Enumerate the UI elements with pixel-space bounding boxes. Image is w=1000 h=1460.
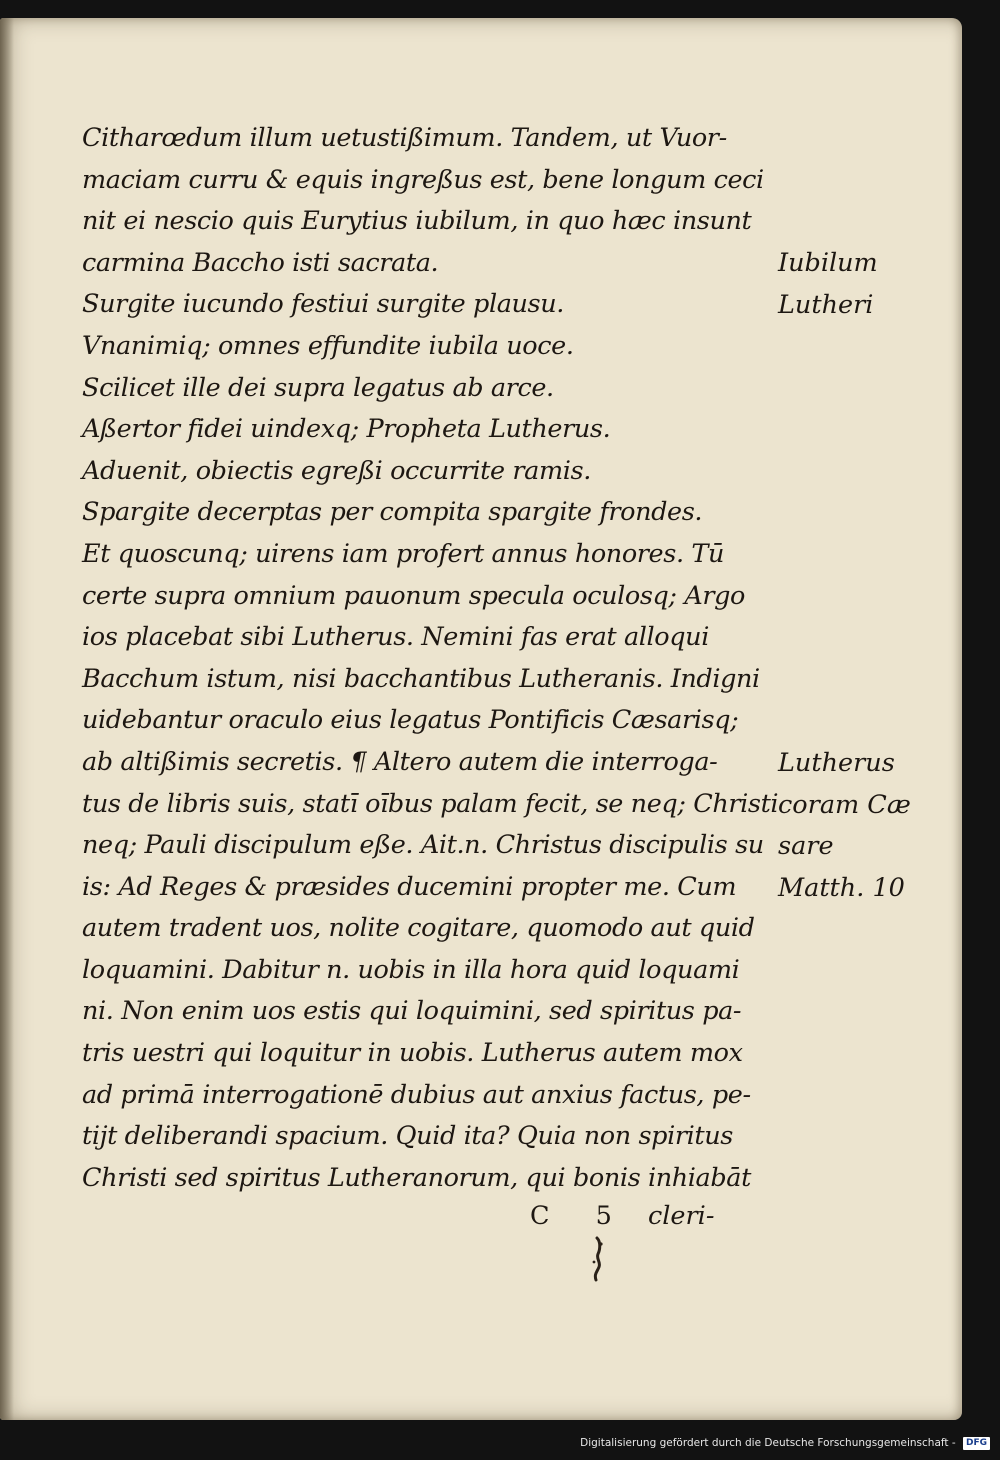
text-line: ad primā interrogationē dubius aut anxius factus, pe- <box>82 1079 751 1110</box>
credit-text: Digitalisierung gefördert durch die Deutsche Forschungsgemeinschaft - <box>580 1437 956 1449</box>
text-line: tus de libris suis, statī oībus palam fecit, se neq; Christi <box>82 788 779 819</box>
text-line: uidebantur oraculo eius legatus Pontificis Cæsarisq; <box>82 705 739 736</box>
margin-note-iubilum <box>778 243 928 326</box>
text-line: ni. Non enim uos estis qui loquimini, sed spiritus pa- <box>82 996 742 1027</box>
margin-note-lutherus-coram <box>778 743 928 909</box>
text-line: Aduenit, obiectis egreßi occurrite ramis. <box>82 455 591 486</box>
dfg-logo: DFG <box>963 1437 990 1450</box>
text-line: Christi sed spiritus Lutheranorum, qui bonis inhiabāt <box>82 1162 751 1193</box>
text-line: loquamini. Dabitur n. uobis in illa hora quid loquami <box>82 954 740 985</box>
text-line: ab altißimis secretis. ¶ Altero autem die interroga- <box>82 746 718 777</box>
text-line: Scilicet ille dei supra legatus ab arce. <box>82 372 554 403</box>
signature-catchword-line <box>530 1196 770 1238</box>
text-line: tris uestri qui loquitur in uobis. Lutherus autem mox <box>82 1038 743 1069</box>
margin-note-line: sare <box>778 831 834 862</box>
text-line: Et quoscunq; uirens iam profert annus honores. Tū <box>82 538 724 569</box>
text-line: carmina Baccho isti sacrata. <box>82 247 439 278</box>
text-line: Spargite decerptas per compita spargite frondes. <box>82 497 703 528</box>
margin-note-line: coram Cæ <box>778 789 911 820</box>
text-line: nit ei nescio quis Eurytius iubilum, in quo hæc insunt <box>82 206 752 237</box>
text-line: tijt deliberandi spacium. Quid ita? Quia non spiritus <box>82 1121 733 1152</box>
text-line: Bacchum istum, nisi bacchantibus Lutheranis. Indigni <box>82 663 760 694</box>
text-line: Aßertor fidei uindexq; Propheta Lutherus. <box>82 414 611 445</box>
book-page <box>0 18 962 1420</box>
text-line: maciam curru & equis ingreßus est, bene longum ceci <box>82 164 764 195</box>
ink-flourish-icon <box>588 1236 608 1286</box>
catchword: cleri- <box>647 1201 715 1231</box>
page-gutter-shadow <box>0 18 14 1420</box>
text-line: neq; Pauli discipulum eße. Ait.n. Christus discipulis su <box>82 830 764 861</box>
text-line: Citharœdum illum uetustißimum. Tandem, ut Vuor- <box>82 123 727 153</box>
margin-note-line: Iubilum <box>778 248 878 278</box>
text-line: ios placebat sibi Lutherus. Nemini fas erat alloqui <box>82 622 709 653</box>
margin-note-line: Lutheri <box>778 289 874 320</box>
text-line: is: Ad Reges & præsides ducemini propter me. Cum <box>82 871 737 902</box>
signature-number: 5 <box>595 1201 612 1231</box>
digitization-credit <box>580 1428 990 1458</box>
text-line: autem tradent uos, nolite cogitare, quomodo aut quid <box>82 913 755 944</box>
text-line: Surgite iucundo festiui surgite plausu. <box>82 289 564 320</box>
signature-mark: C <box>530 1201 550 1231</box>
margin-note-line: Matth. 10 <box>778 872 905 903</box>
text-line: certe supra omnium pauonum specula oculosq; Argo <box>82 580 746 611</box>
text-line: Vnanimiq; omnes effundite iubila uoce. <box>82 330 574 361</box>
main-text-block <box>82 118 779 1199</box>
margin-note-line: Lutherus <box>778 748 895 778</box>
